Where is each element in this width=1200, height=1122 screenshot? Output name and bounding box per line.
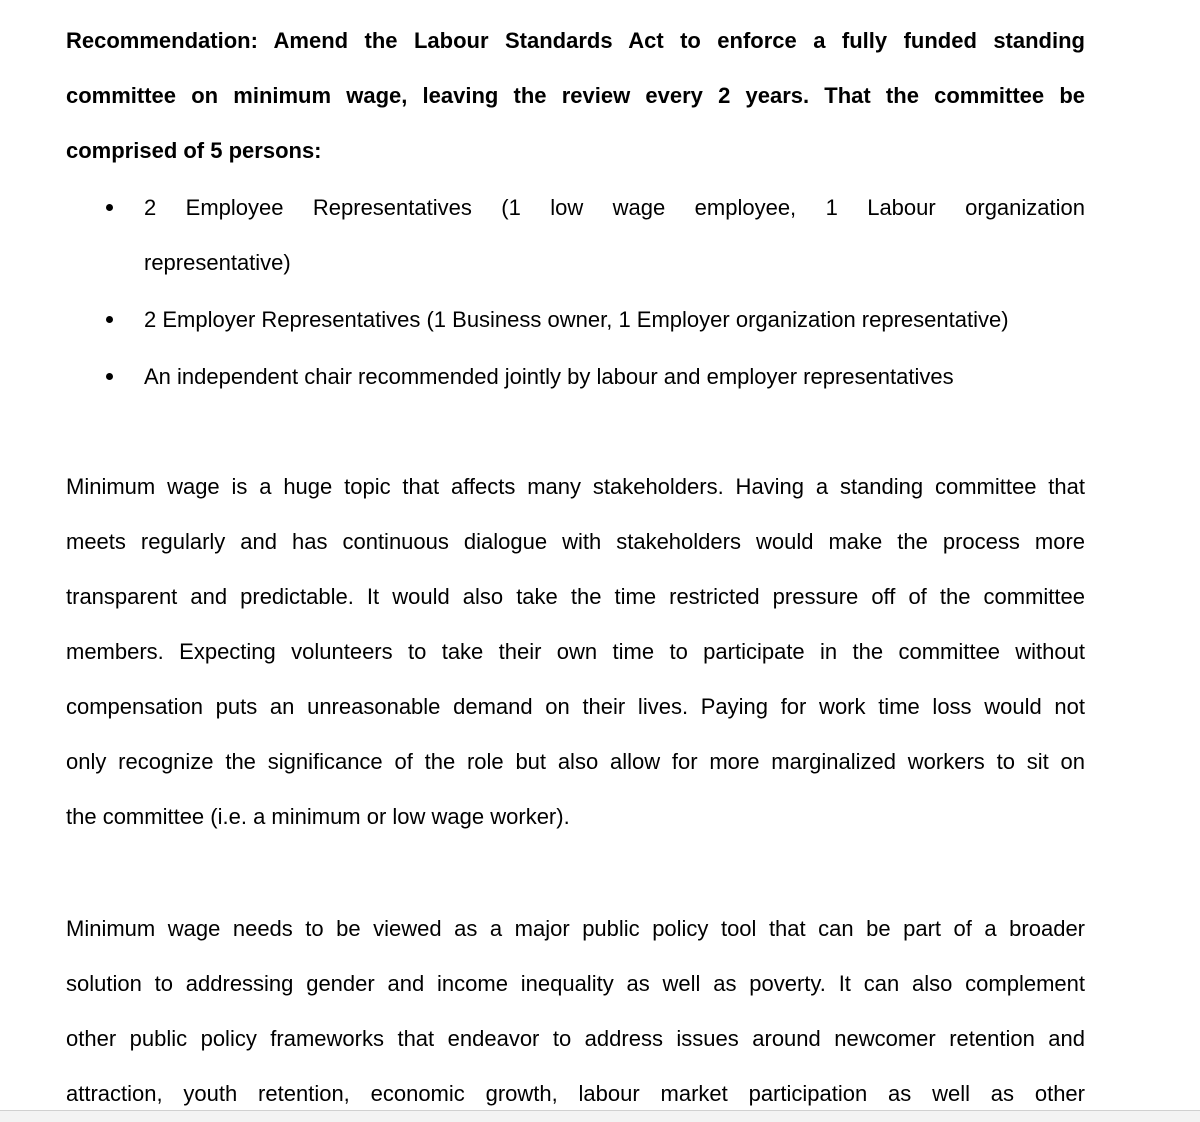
- text-line: comprised of 5 persons:: [66, 138, 322, 163]
- text-line: members. Expecting volunteers to take their own time to participate in the committee without: [66, 639, 1085, 664]
- text-line: committee on minimum wage, leaving the review every 2 years. That the committee be: [66, 83, 1085, 108]
- text-line: An independent chair recommended jointly by labour and employer representatives: [144, 364, 954, 389]
- text-line: Minimum wage needs to be viewed as a major public policy tool that can be part of a broader: [66, 916, 1085, 941]
- text-line: only recognize the significance of the role but also allow for more marginalized workers to sit on: [66, 749, 1085, 774]
- text-line: 2 Employer Representatives (1 Business owner, 1 Employer organization representative): [144, 307, 1009, 332]
- bullet-item: [66, 180, 1085, 290]
- text-line: compensation puts an unreasonable demand on their lives. Paying for work time loss would not: [66, 694, 1085, 719]
- paragraph: [66, 901, 1085, 1121]
- text-line: transparent and predictable. It would also take the time restricted pressure off of the committee: [66, 584, 1085, 609]
- text-line: attraction, youth retention, economic growth, labour market participation as well as other: [66, 1081, 1085, 1106]
- text-line: 2 Employee Representatives (1 low wage employee, 1 Labour organization: [144, 195, 1085, 220]
- text-line: the committee (i.e. a minimum or low wage worker).: [66, 804, 570, 829]
- bullet-icon: [106, 316, 113, 323]
- bullet-icon: [106, 373, 113, 380]
- text-line: representative): [144, 250, 291, 275]
- recommendation-heading: [66, 13, 1085, 178]
- bullet-icon: [106, 204, 113, 211]
- bullet-item: [66, 349, 1085, 404]
- text-line: Minimum wage is a huge topic that affects many stakeholders. Having a standing committee that: [66, 474, 1085, 499]
- text-line: Recommendation: Amend the Labour Standards Act to enforce a fully funded standing: [66, 28, 1085, 53]
- text-line: solution to addressing gender and income inequality as well as poverty. It can also complement: [66, 971, 1085, 996]
- text-line: other public policy frameworks that endeavor to address issues around newcomer retention and: [66, 1026, 1085, 1051]
- bullet-item: [66, 292, 1085, 347]
- paragraph: [66, 459, 1085, 844]
- text-line: meets regularly and has continuous dialogue with stakeholders would make the process more: [66, 529, 1085, 554]
